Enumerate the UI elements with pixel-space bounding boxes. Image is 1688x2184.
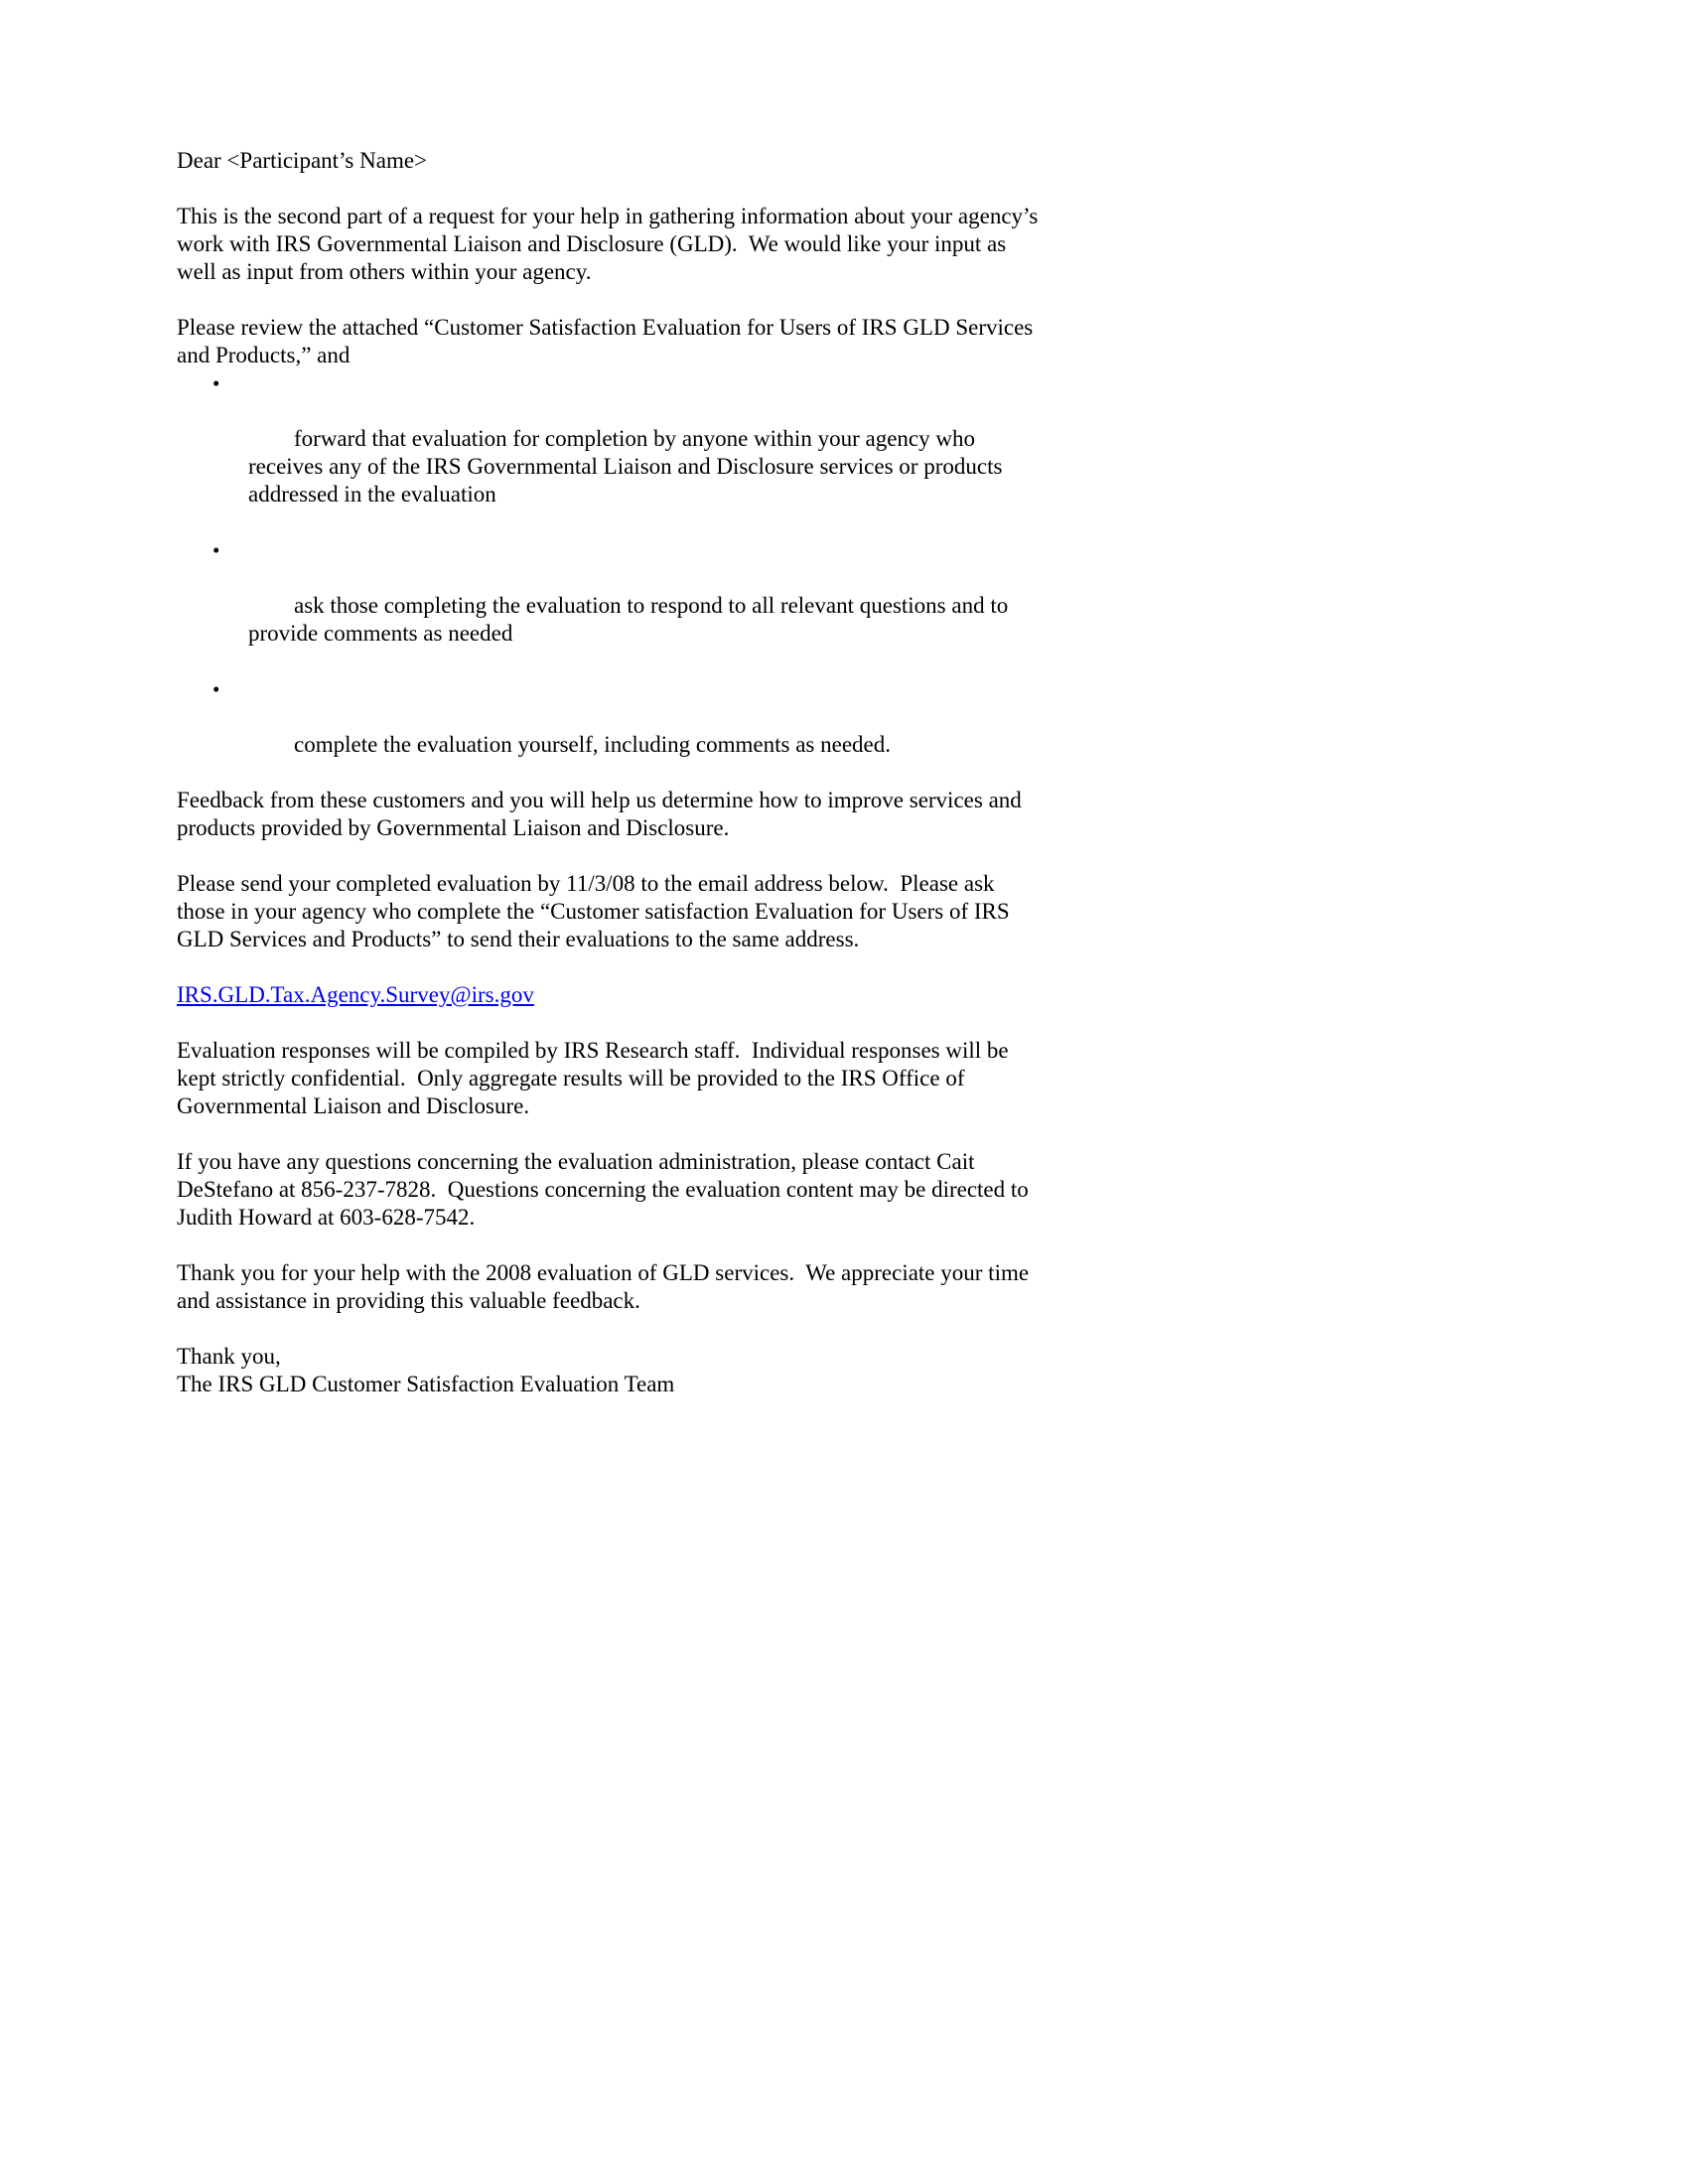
- list-item-text: forward that evaluation for completion by anyone within your agency who receives any of the IRS Governmental Liaison and Disclosure services or products addressed in the evaluation: [248, 426, 1009, 507]
- paragraph-confidentiality: Evaluation responses will be compiled by IRS Research staff. Individual responses will be kept strictly confidential. Only aggregate results will be provided to the IRS Office of Governmental Liaison and Disclosure.: [177, 1038, 1015, 1118]
- bullet-icon: •: [212, 371, 220, 395]
- email-line: [177, 981, 1043, 1009]
- paragraph-thanks: Thank you for your help with the 2008 evaluation of GLD services. We appreciate your time and assistance in providing this valuable feedback.: [177, 1260, 1035, 1313]
- instructions-list: [177, 369, 1043, 787]
- list-item-text: complete the evaluation yourself, including comments as needed.: [294, 732, 892, 757]
- bullet-icon: •: [212, 538, 220, 562]
- salutation: Dear <Participant’s Name>: [177, 148, 428, 173]
- paragraph-send-instructions: Please send your completed evaluation by 11/3/08 to the email address below. Please ask those in your agency who complete the “Customer satisfaction Evaluation for Users of IRS GLD Services and Products” to send their evaluations to the same address.: [177, 871, 1016, 951]
- paragraph-review-request: Please review the attached “Customer Satisfaction Evaluation for Users of IRS GLD Services and Products,” and: [177, 315, 1040, 367]
- list-item: [177, 369, 1043, 536]
- paragraph-intro: This is the second part of a request for your help in gathering information about your agency’s work with IRS Governmental Liaison and Disclosure (GLD). We would like your input as well as input from others within your agency.: [177, 204, 1045, 284]
- email-link[interactable]: IRS.GLD.Tax.Agency.Survey@irs.gov: [177, 982, 534, 1007]
- paragraph-contacts: If you have any questions concerning the evaluation administration, please contact Cait DeStefano at 856-237-7828. Questions concerning the evaluation content may be directed to Judith Howard at 603-628-7542.: [177, 1149, 1035, 1230]
- bullet-icon: •: [212, 677, 220, 701]
- paragraph-feedback: Feedback from these customers and you will help us determine how to improve services and products provided by Governmental Liaison and Disclosure.: [177, 788, 1028, 840]
- list-item-text: ask those completing the evaluation to respond to all relevant questions and to provide comments as needed: [248, 593, 1014, 646]
- list-item: [177, 536, 1043, 675]
- letter-content: [177, 147, 1043, 1398]
- list-item: [177, 675, 1043, 787]
- signature-line: The IRS GLD Customer Satisfaction Evaluation Team: [177, 1372, 675, 1396]
- closing-line: Thank you,: [177, 1344, 281, 1369]
